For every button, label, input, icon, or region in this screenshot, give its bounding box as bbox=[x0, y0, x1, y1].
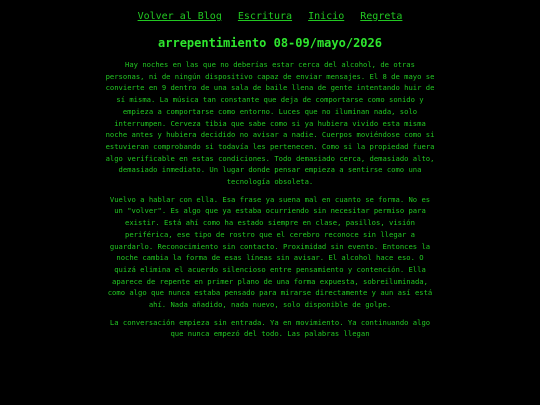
post-body bbox=[105, 59, 435, 340]
nav-link-regreta[interactable]: Regreta bbox=[360, 11, 403, 22]
nav-link-inicio[interactable]: Inicio bbox=[308, 11, 345, 22]
top-navigation bbox=[0, 0, 540, 24]
nav-link-escritura[interactable]: Escritura bbox=[237, 11, 293, 22]
post-paragraph-1: Hay noches en las que no deberías estar cerca del alcohol, de otras personas, ni de ningún dispositivo capaz de enviar mensajes. El 8 de mayo se convierte en 9 dentro de una sala de baile llena de gente intentando huir de sí misma. La música tan constante que deja de comportarse como sonido y empieza a comportarse como entorno. Luces que no iluminan nada, solo interrumpen. Cerveza tibia que sabe como si ya hubiera vivido esta misma noche antes y hubiera decidido no avisar a nadie. Cuerpos moviéndose como si estuvieran comprobando si todavía les pertenecen. Como si la propiedad fuera algo verificable en estas condiciones. Todo demasiado cerca, demasiado alto, demasiado inmediato. Un lugar donde pensar empieza a sentirse como una tecnología obsoleta. bbox=[105, 60, 435, 187]
post-title: arrepentimiento 08-09/mayo/2026 bbox=[158, 36, 382, 50]
post-paragraph-3: La conversación empieza sin entrada. Ya en movimiento. Ya continuando algo que nunca empezó del todo. Las palabras llegan bbox=[109, 317, 431, 339]
post-paragraph-2: Vuelvo a hablar con ella. Esa frase ya suena mal en cuanto se forma. No es un "volver". Es algo que ya estaba ocurriendo sin necesitar permiso para existir. Está ahí como ha estado siempre en clase, pasillos, visión periférica, ese tipo de rostro que el cerebro reconoce sin llegar a guardarlo. Reconocimiento sin contacto. Proximidad sin evento. Entonces la noche cambia la forma de esas líneas sin avisar. El alcohol hace eso. O quizá elimina el acuerdo silencioso entre pensamiento y contención. Ella aparece de repente en primer plano de una forma expuesta, sobreiluminada, como algo que nunca estaba pensado para mirarse directamente y aun así está ahí. Nada añadido, nada nuevo, solo disponible de golpe. bbox=[107, 194, 433, 310]
nav-link-back-to-blog[interactable]: Volver al Blog bbox=[137, 11, 222, 22]
